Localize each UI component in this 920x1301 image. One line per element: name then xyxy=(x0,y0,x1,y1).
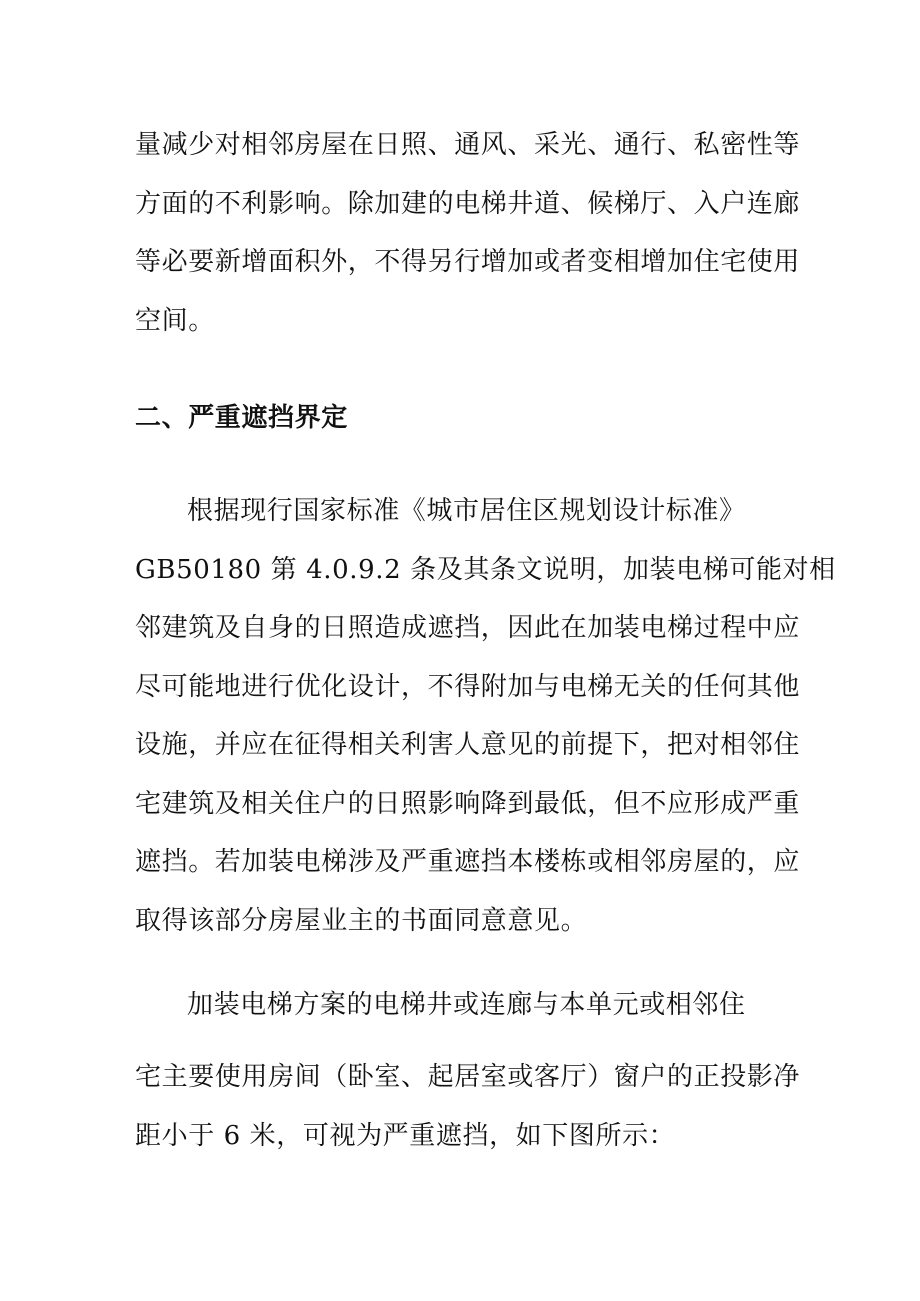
text-line: 宅主要使用房间（卧室、起居室或客厅）窗户的正投影净 xyxy=(135,1062,801,1092)
text-line: 量减少对相邻房屋在日照、通风、采光、通行、私密性等 xyxy=(135,130,801,160)
text-line: 取得该部分房屋业主的书面同意意见。 xyxy=(135,905,588,936)
text-line: 方面的不利影响。除加建的电梯井道、候梯厅、入户连廊 xyxy=(135,188,801,219)
text-line: 尽可能地进行优化设计，不得附加与电梯无关的任何其他 xyxy=(135,671,801,702)
text-line: 加装电梯方案的电梯井或连廊与本单元或相邻住 xyxy=(187,990,746,1020)
text-line: 遮挡。若加装电梯涉及严重遮挡本楼栋或相邻房屋的，应 xyxy=(135,847,801,877)
text-line: 根据现行国家标准《城市居住区规划设计标准》 xyxy=(187,496,746,526)
text-line: 宅建筑及相关住户的日照影响降到最低，但不应形成严重 xyxy=(135,788,801,819)
text-line: 设施，并应在征得相关利害人意见的前提下，把对相邻住 xyxy=(135,730,801,760)
text-line: 等必要新增面积外，不得另行增加或者变相增加住宅使用 xyxy=(135,247,801,277)
paragraph-building-impact xyxy=(135,116,800,350)
text-line: 邻建筑及自身的日照造成遮挡，因此在加装电梯过程中应 xyxy=(135,613,801,643)
section-heading: 二、严重遮挡界定 xyxy=(135,403,348,433)
text-line: GB50180 第 4.0.9.2 条及其条文说明，加装电梯可能对相 xyxy=(135,554,836,585)
text-line: 空间。 xyxy=(135,305,215,336)
paragraph-severe-obstruction-definition xyxy=(135,976,800,1165)
text-line: 距小于 6 米，可视为严重遮挡，如下图所示： xyxy=(135,1120,676,1151)
paragraph-standard-reference xyxy=(135,482,836,950)
